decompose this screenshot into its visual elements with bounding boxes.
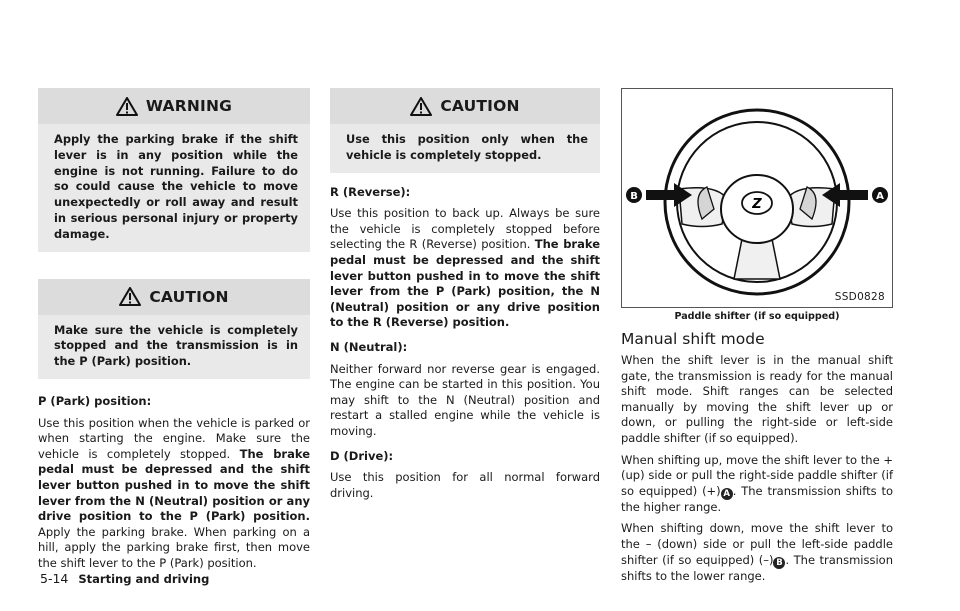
caution-text: Make sure the vehicle is completely stopped and the transmission is in the P (Park) position. bbox=[38, 315, 310, 379]
circle-a-icon: A bbox=[721, 488, 733, 500]
caution-text: Use this position only when the vehicle is completely stopped. bbox=[330, 124, 600, 173]
caution-triangle-icon bbox=[410, 97, 432, 116]
warning-triangle-icon bbox=[116, 97, 138, 116]
figure-caption: Paddle shifter (if so equipped) bbox=[674, 311, 840, 322]
warning-box-header bbox=[38, 88, 310, 124]
manual-paragraph-1: When the shift lever is in the manual shift gate, the transmission is ready for the manual shift mode. Shift ranges can be selected manually by moving the shift lever up or down, or pulling the right-side or left-side paddle shifter (if so equipped). bbox=[621, 353, 893, 445]
caution-title: CAUTION bbox=[149, 287, 229, 306]
circle-b-icon: B bbox=[773, 557, 785, 569]
page-number: 5-14 bbox=[40, 571, 69, 586]
steering-wheel-illustration bbox=[622, 89, 892, 307]
label-a: A bbox=[876, 191, 884, 202]
page-footer bbox=[40, 571, 209, 586]
neutral-heading: N (Neutral): bbox=[330, 339, 408, 354]
warning-title: WARNING bbox=[145, 97, 233, 115]
label-b: B bbox=[630, 191, 638, 202]
column-middle bbox=[330, 88, 600, 501]
drive-heading: D (Drive): bbox=[330, 448, 394, 463]
manual-paragraph-3: When shifting down, move the shift lever to the – (down) side or pull the left-side paddle shifter (if so equipped) (–) B . The transmission shifts to the lower range. bbox=[621, 521, 893, 583]
manual-shift-heading: Manual shift mode bbox=[621, 330, 765, 348]
warning-text: Apply the parking brake if the shift lever is in any position while the engine is not running. Failure to do so could cause the vehicle to move unexpectedly or roll away and result in serious personal injury or property damage. bbox=[38, 124, 310, 252]
park-heading: P (Park) position: bbox=[38, 393, 152, 408]
column-left bbox=[38, 88, 310, 572]
logo-letter: Z bbox=[752, 197, 762, 212]
paddle-shifter-figure bbox=[621, 88, 893, 308]
neutral-paragraph: Neither forward nor reverse gear is engaged. The engine can be started in this position. You may shift to the N (Neutral) position and restart a stalled engine while the vehicle is moving. bbox=[330, 361, 600, 438]
caution-triangle-icon bbox=[119, 287, 141, 306]
reverse-heading: R (Reverse): bbox=[330, 184, 411, 199]
park-paragraph: Use this position when the vehicle is parked or when starting the engine. Make sure the vehicle is completely stopped. The brake pedal must be depressed and the shift lever button pushed in to move the shift lever from the N (Neutral) position or any drive position to the P (Park) position. Apply the parking brake. When parking on a hill, apply the parking brake first, then move the shift lever to the P (Park) position. bbox=[38, 415, 311, 570]
caution-box-header bbox=[38, 279, 310, 315]
caution-box-header bbox=[330, 88, 600, 124]
column-right bbox=[621, 88, 893, 584]
manual-paragraph-2: When shifting up, move the shift lever to the + (up) side or pull the right-side paddle shifter (if so equipped) (+) A . The transmission shifts to the higher range. bbox=[621, 452, 893, 514]
reverse-paragraph: Use this position to back up. Always be sure the vehicle is completely stopped before selecting the R (Reverse) position. The brake pedal must be depressed and the shift lever button pushed in to move the shift lever from the P (Park) position, the N (Neutral) position or any drive position to the R (Reverse) position. bbox=[330, 206, 600, 330]
drive-paragraph: Use this position for all normal forward driving. bbox=[330, 470, 600, 500]
figure-code: SSD0828 bbox=[834, 291, 885, 303]
caution-title: CAUTION bbox=[440, 97, 520, 115]
section-title: Starting and driving bbox=[78, 572, 210, 586]
